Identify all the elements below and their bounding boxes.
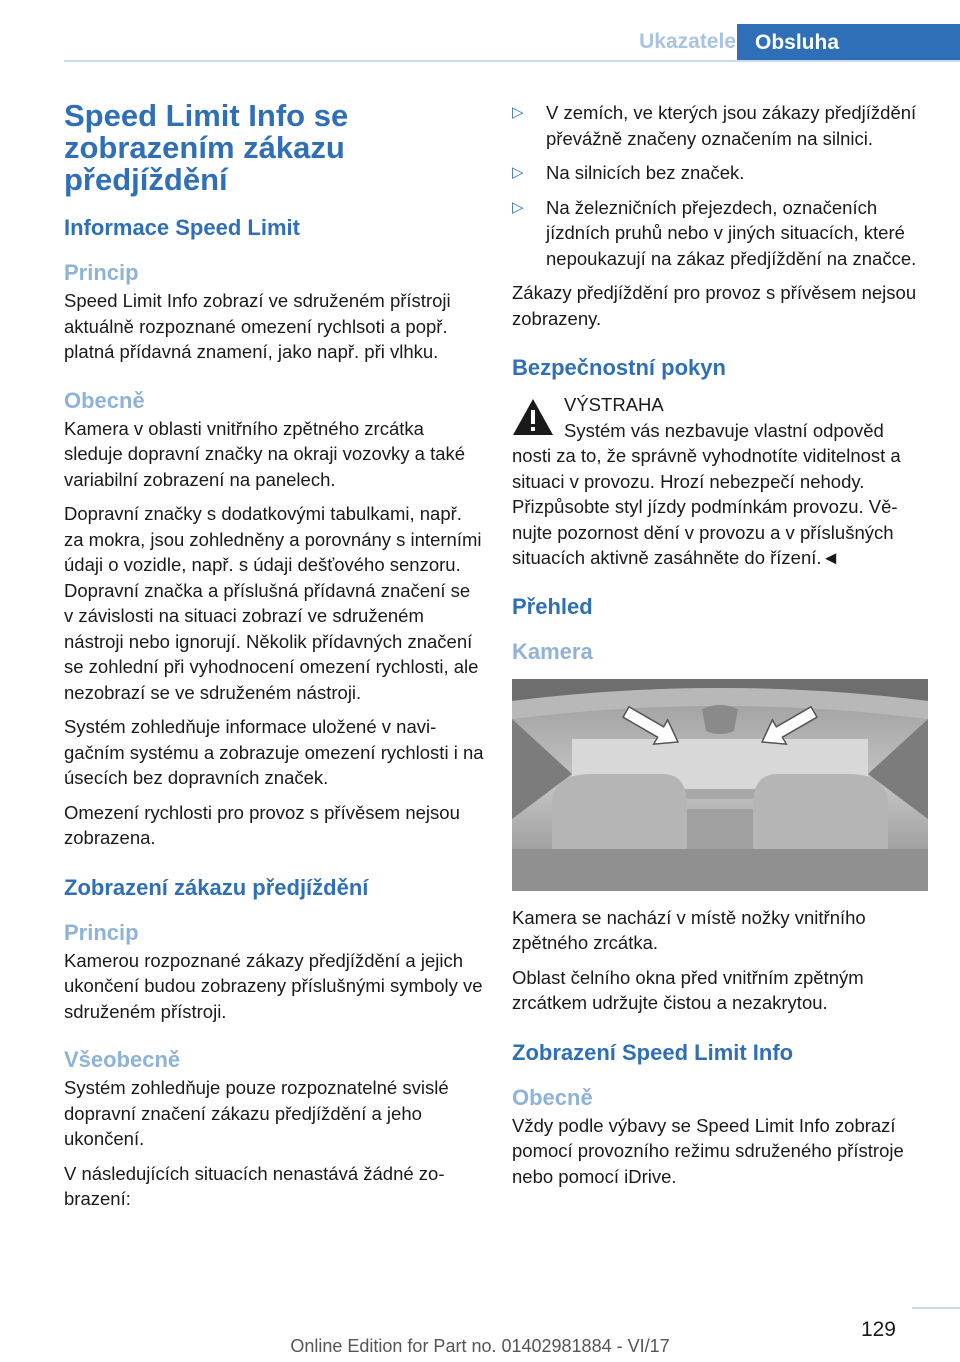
warning-triangle-icon [512,398,554,436]
heading-informace-speed-limit: Informace Speed Limit [64,215,300,240]
heading-zobrazeni-speed-limit-info: Zobrazení Speed Limit Info [512,1039,794,1065]
warning-title: VÝSTRAHA [564,394,664,415]
right-column [512,100,928,1198]
edition-text: Online Edition for Part no. 01402981884 - VI/17 [290,1336,670,1356]
list-item: ▷ Na železničních přejezdech, označeních jízdních pruhů nebo v jiných situacích, které nepoukazují na zákaz předjíždění na značce. [512,196,917,269]
paragraph: V následujících situacích nenastává žádné zobrazení: [64,1162,445,1209]
warning-box [512,392,928,571]
page-number: 129 [860,1318,896,1341]
paragraph: Oblast čelního okna před vnitřním zpětným zrcátkem udržujte čistou a nezakrytou. [512,966,864,1013]
page-header [0,0,960,62]
left-column [64,100,484,1221]
paragraph: Speed Limit Info zobrazí ve sdruženém přístroji aktuálně rozpoznané omezení rychlsoti a popř. platná přídavná znamení, jako např. při vlhku. [64,290,451,362]
paragraph: Systém zohledňuje informace uložené v navigačním systému a zobrazuje omezení rychlosti i na úsecích bez dopravních značek. [64,716,484,788]
list-item: ▷ Na silnicích bez značek. [512,160,928,186]
paragraph: Omezení rychlosti pro provoz s přívěsem nejsou zobrazena. [64,801,460,848]
section-title: Speed Limit Info se zobrazením zákazu předjíždění [64,98,349,197]
paragraph: Kamera v oblasti vnitřního zpětného zrcátka sleduje dopravní značky na okraji vozovky a také variabilní zobrazení na panelech. [64,417,466,490]
list-item: ▷ V zemích, ve kterých jsou zákazy předjíždění převážně značeny označením na silnici. [512,102,917,149]
car-interior-camera-photo [512,679,928,891]
triangle-right-icon: ▷ [512,198,524,216]
paragraph: Systém zohledňuje pouze rozpoznatelné svislé dopravní značení zákazu předjíždění a jeho ukončení. [64,1077,449,1149]
triangle-right-icon: ▷ [512,164,524,181]
heading-prehled: Přehled [512,593,593,619]
paragraph: Dopravní značky s dodatkovými tabulkami, např. za mokra, jsou zohledněny a porovnány s interními údaji o vozidle, např. s údaji dešťového senzoru. Dopravní značka a příslušná přídavná značení se v závislosti na situaci zobrazí ve sdruženém nástroji nebo ignorují. Několik přídavných značení se zohlední při vyhodnocení omezení rychlosti, ale nezobrazí se ve sdruženém nástroji. [64,503,482,703]
paragraph: Kamera se nachází v místě nožky vnitřního zpětného zrcátka. [512,906,866,953]
heading-zobrazeni-zakazu: Zobrazení zákazu předjíždění [64,874,369,900]
heading-kamera: Kamera [512,638,593,664]
paragraph: Kamerou rozpoznané zákazy předjíždění a jejich ukončení budou zobrazeny příslušnými symboly ve sdruženém přístroji. [64,949,483,1022]
heading-obecne: Obecně [512,1084,593,1110]
heading-princip: Princip [64,919,139,945]
warning-text: Systém vás nezbavuje vlastní odpověd [564,419,884,441]
header-rule [64,60,960,62]
bullet-list [512,100,928,271]
footer-rule [912,1307,960,1309]
paragraph: Vždy podle výbavy se Speed Limit Info zobrazí pomocí provozního režimu sdruženého přístroje nebo pomocí iDrive. [512,1114,904,1187]
heading-obecne: Obecně [64,387,145,413]
heading-princip: Princip [64,260,139,285]
paragraph: Zákazy předjíždění pro provoz s přívěsem nejsou zobrazeny. [512,282,917,329]
triangle-right-icon: ▷ [512,104,524,121]
tab-ukazatele[interactable]: Ukazatele [639,30,736,53]
warning-text: nosti za to, že správně vyhodnotíte viditelnost a situaci v provozu. Hrozí nebezpečí nehody. Přizpůsobte styl jízdy podmínkám provozu. Věnujte pozornost dění v provozu a v příslušných situacích aktivně zasáhněte do řízení.◄ [512,445,901,568]
tab-obsluha[interactable]: Obsluha [737,24,960,62]
heading-bezpecnostni-pokyn: Bezpečnostní pokyn [512,355,726,380]
heading-vseobecne: Všeobecně [64,1047,181,1072]
